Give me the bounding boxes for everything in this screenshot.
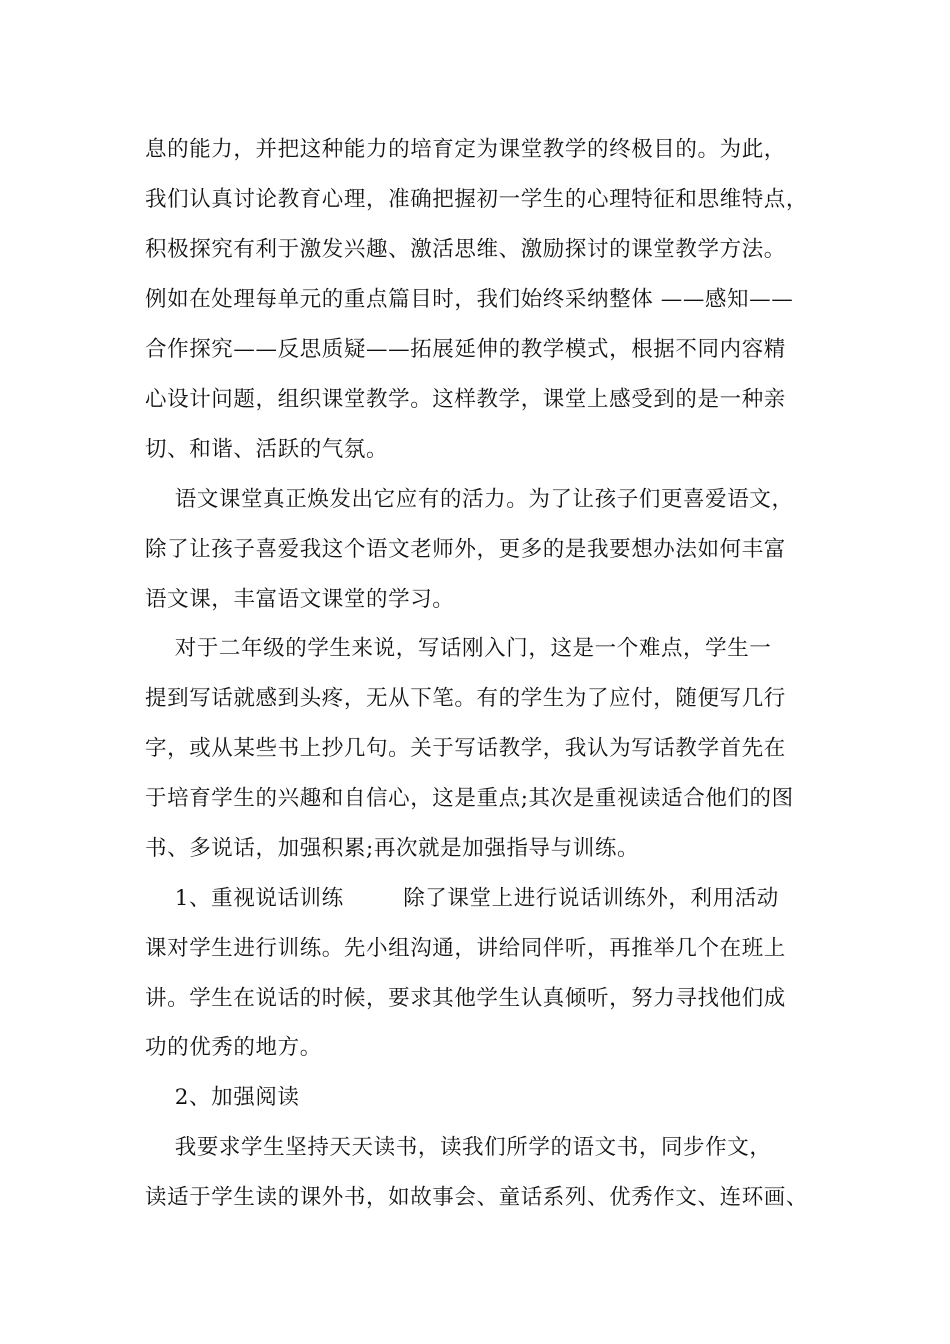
text-line: 我要求学生坚持天天读书，读我们所学的语文书，同步作文， [145, 1135, 772, 1160]
text-line: 2、加强阅读 [145, 1085, 300, 1110]
text-line: 于培育学生的兴趣和自信心，这是重点;其次是重视读适合他们的图 [145, 786, 794, 811]
text-line: 我们认真讨论教育心理，准确把握初一学生的心理特征和思维特点， [145, 187, 809, 212]
text-line: 讲。学生在说话的时候，要求其他学生认真倾听，努力寻找他们成 [145, 986, 786, 1011]
text-line: 读适于学生读的课外书，如故事会、童话系列、优秀作文、连环画、 [145, 1185, 809, 1210]
text-line: 除了让孩子喜爱我这个语文老师外，更多的是我要想办法如何丰富 [145, 537, 786, 562]
text-line: 提到写话就感到头疼，无从下笔。有的学生为了应付，随便写几行 [145, 686, 786, 711]
text-line: 1、重视说话训练 除了课堂上进行说话训练外，利用活动 [145, 886, 779, 911]
text-line: 书、多说话，加强积累;再次就是加强指导与训练。 [145, 836, 640, 861]
text-line: 例如在处理每单元的重点篇目时，我们始终采纳整体 ——感知—— [145, 287, 794, 312]
text-line: 语文课，丰富语文课堂的学习。 [145, 587, 455, 612]
text-line: 字，或从某些书上抄几句。关于写话教学，我认为写话教学首先在 [145, 736, 786, 761]
text-line: 合作探究——反思质疑——拓展延伸的教学模式，根据不同内容精 [145, 337, 786, 362]
text-line: 切、和谐、活跃的气氛。 [145, 437, 389, 462]
text-line: 心设计问题，组织课堂教学。这样教学，课堂上感受到的是一种亲 [145, 387, 786, 412]
text-line: 功的优秀的地方。 [145, 1035, 322, 1060]
text-line: 课对学生进行训练。先小组沟通，讲给同伴听，再推举几个在班上 [145, 936, 786, 961]
text-line: 对于二年级的学生来说，写话刚入门，这是一个难点，学生一 [145, 636, 772, 661]
text-line: 积极探究有利于激发兴趣、激活思维、激励探讨的课堂教学方法。 [145, 237, 786, 262]
text-line: 息的能力，并把这种能力的培育定为课堂教学的终极目的。为此， [145, 137, 786, 162]
text-line: 语文课堂真正焕发出它应有的活力。为了让孩子们更喜爱语文， [145, 487, 794, 512]
